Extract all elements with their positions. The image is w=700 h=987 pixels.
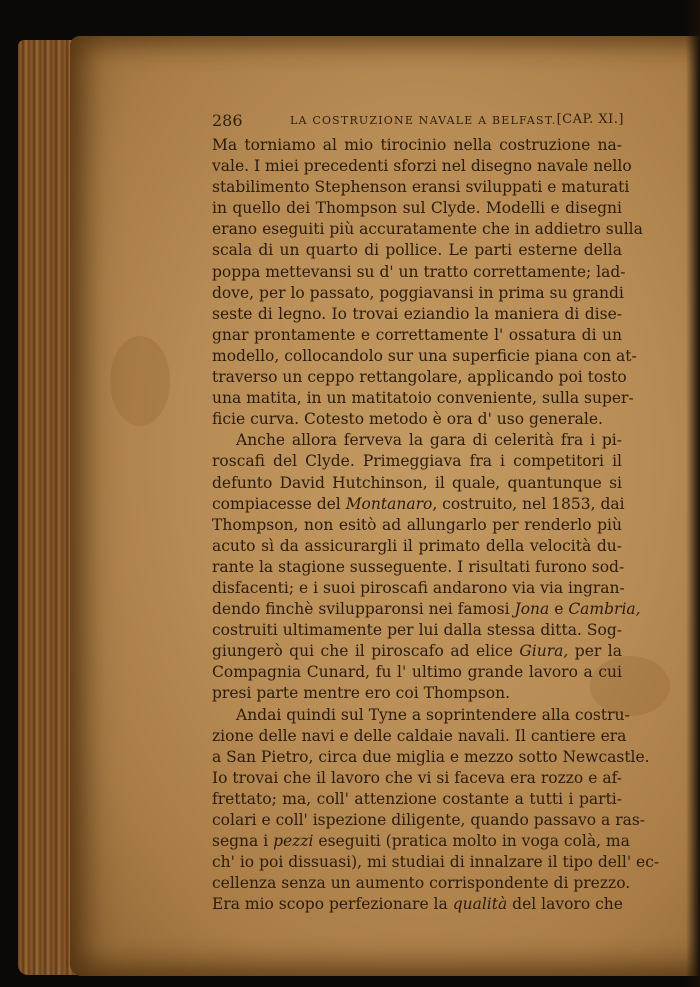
text-segment: modello, collocandolo sur una superficie piana con at-: [212, 346, 637, 365]
text-segment: traverso un ceppo rettangolare, applicando poi tosto: [212, 368, 627, 387]
italic-text: Giura,: [519, 642, 569, 661]
text-segment: per la: [568, 642, 622, 661]
text-line: [212, 894, 622, 915]
text-line: [212, 240, 622, 261]
text-line: [212, 789, 622, 810]
text-line: [212, 156, 632, 177]
text-segment: Anche allora ferveva la gara di celerità fra i pi-: [236, 431, 622, 450]
text-line: [212, 683, 622, 704]
text-segment: eseguiti (pratica molto in voga colà, ma: [313, 832, 630, 851]
text-segment: roscafi del Clyde. Primeggiava fra i competitori il: [212, 452, 622, 471]
text-segment: gnar prontamente e correttamente l' ossatura di un: [212, 325, 622, 344]
text-segment: una matita, in un matitatoio conveniente, sulla super-: [212, 389, 634, 408]
text-line: [212, 135, 622, 156]
text-line: [212, 536, 622, 557]
text-line: [212, 473, 622, 494]
text-segment: giungerò qui che il piroscafo ad elice: [212, 642, 520, 661]
text-segment: Thompson, non esitò ad allungarlo per renderlo più: [212, 515, 622, 534]
text-segment: Compagnia Cunard, fu l' ultimo grande lavoro a cui: [212, 663, 622, 682]
text-segment: poppa mettevansi su d' un tratto correttamente; lad-: [212, 262, 626, 281]
text-segment: Io trovai che il lavoro che vi si faceva era rozzo e af-: [212, 768, 622, 787]
text-segment: del lavoro che: [507, 895, 623, 914]
text-segment: , costruito, nel 1853, dai: [432, 494, 625, 513]
text-line: [212, 599, 641, 620]
text-line: [212, 557, 625, 578]
text-line: [212, 494, 625, 515]
text-segment: scala di un quarto di pollice. Le parti esterne della: [212, 241, 622, 260]
italic-text: Cambria,: [568, 600, 641, 619]
text-line: [212, 578, 625, 599]
text-segment: in quello dei Thompson sul Clyde. Modelli e disegni: [212, 199, 622, 218]
italic-text: pezzi: [273, 832, 314, 851]
text-segment: compiacesse del: [212, 494, 346, 513]
text-line: [212, 262, 626, 283]
text-line: [212, 409, 622, 430]
text-line: [212, 852, 660, 873]
text-line: [212, 430, 622, 451]
text-segment: disfacenti; e i suoi piroscafi andarono via via ingran-: [212, 578, 625, 597]
text-line: [212, 831, 630, 852]
paper-stain: [110, 336, 170, 426]
text-line: [212, 662, 622, 683]
text-line: [212, 726, 627, 747]
text-line: [212, 515, 622, 536]
running-title: LA COSTRUZIONE NAVALE A BELFAST.: [290, 114, 557, 127]
italic-text: Montanaro: [345, 494, 433, 513]
text-segment: dendo finchè svilupparonsi nei famosi: [212, 600, 515, 619]
text-segment: e: [549, 600, 569, 619]
text-line: [212, 325, 622, 346]
text-segment: a San Pietro, circa due miglia e mezzo sotto Newcastle.: [212, 747, 650, 766]
text-segment: dove, per lo passato, poggiavansi in prima su grandi: [212, 283, 624, 302]
italic-text: Jona: [514, 600, 550, 619]
page-number: 286: [212, 111, 243, 130]
text-segment: acuto sì da assicurargli il primato della velocità du-: [212, 536, 622, 555]
text-line: [212, 283, 622, 304]
text-line: [212, 747, 650, 768]
text-line: [212, 304, 622, 325]
text-line: [212, 346, 637, 367]
text-segment: Andai quindi sul Tyne a soprintendere alla costru-: [236, 705, 630, 724]
text-segment: cellenza senza un aumento corrispondente di prezzo.: [212, 874, 631, 893]
page-shadow: [686, 0, 700, 987]
text-segment: colari e coll' ispezione diligente, quando passavo a ras-: [212, 811, 646, 829]
text-segment: Ma torniamo al mio tirocinio nella costruzione na-: [212, 136, 622, 154]
text-segment: Era mio scopo perfezionare la: [212, 895, 453, 914]
chapter-label: [CAP. XI.]: [556, 112, 624, 127]
text-segment: vale. I miei precedenti sforzi nel disegno navale nello: [212, 157, 632, 176]
text-line: [212, 620, 622, 641]
text-segment: seste di legno. Io trovai eziandio la maniera di dise-: [212, 304, 622, 323]
text-segment: rante la stagione susseguente. I risultati furono sod-: [212, 557, 625, 576]
text-line: [212, 388, 634, 409]
text-line: [212, 198, 622, 219]
text-segment: frettato; ma, coll' attenzione costante a tutti i parti-: [212, 789, 622, 808]
text-line: [212, 177, 630, 198]
text-segment: costruiti ultimamente per lui dalla stessa ditta. Sog-: [212, 621, 622, 640]
text-line: [212, 367, 627, 388]
text-segment: zione delle navi e delle caldaie navali. Il cantiere era: [212, 726, 627, 745]
text-line: [212, 873, 631, 894]
text-line: [212, 641, 622, 662]
text-segment: stabilimento Stephenson eransi sviluppati e maturati: [212, 178, 630, 197]
text-segment: defunto David Hutchinson, il quale, quantunque si: [212, 473, 622, 492]
text-line: [212, 219, 643, 240]
body-text: [212, 135, 660, 915]
text-line: [212, 705, 630, 726]
text-line: [212, 451, 622, 472]
text-segment: erano eseguiti più accuratamente che in addietro sulla: [212, 220, 643, 239]
text-segment: segna i: [212, 832, 274, 851]
italic-text: qualità: [452, 895, 508, 914]
text-segment: ch' io poi dissuasi), mi studiai di innalzare il tipo dell' ec-: [212, 853, 660, 872]
text-segment: presi parte mentre ero coi Thompson.: [212, 684, 511, 703]
text-line: [212, 810, 646, 831]
text-segment: ficie curva. Cotesto metodo è ora d' uso generale.: [212, 410, 603, 429]
text-line: [212, 768, 622, 789]
